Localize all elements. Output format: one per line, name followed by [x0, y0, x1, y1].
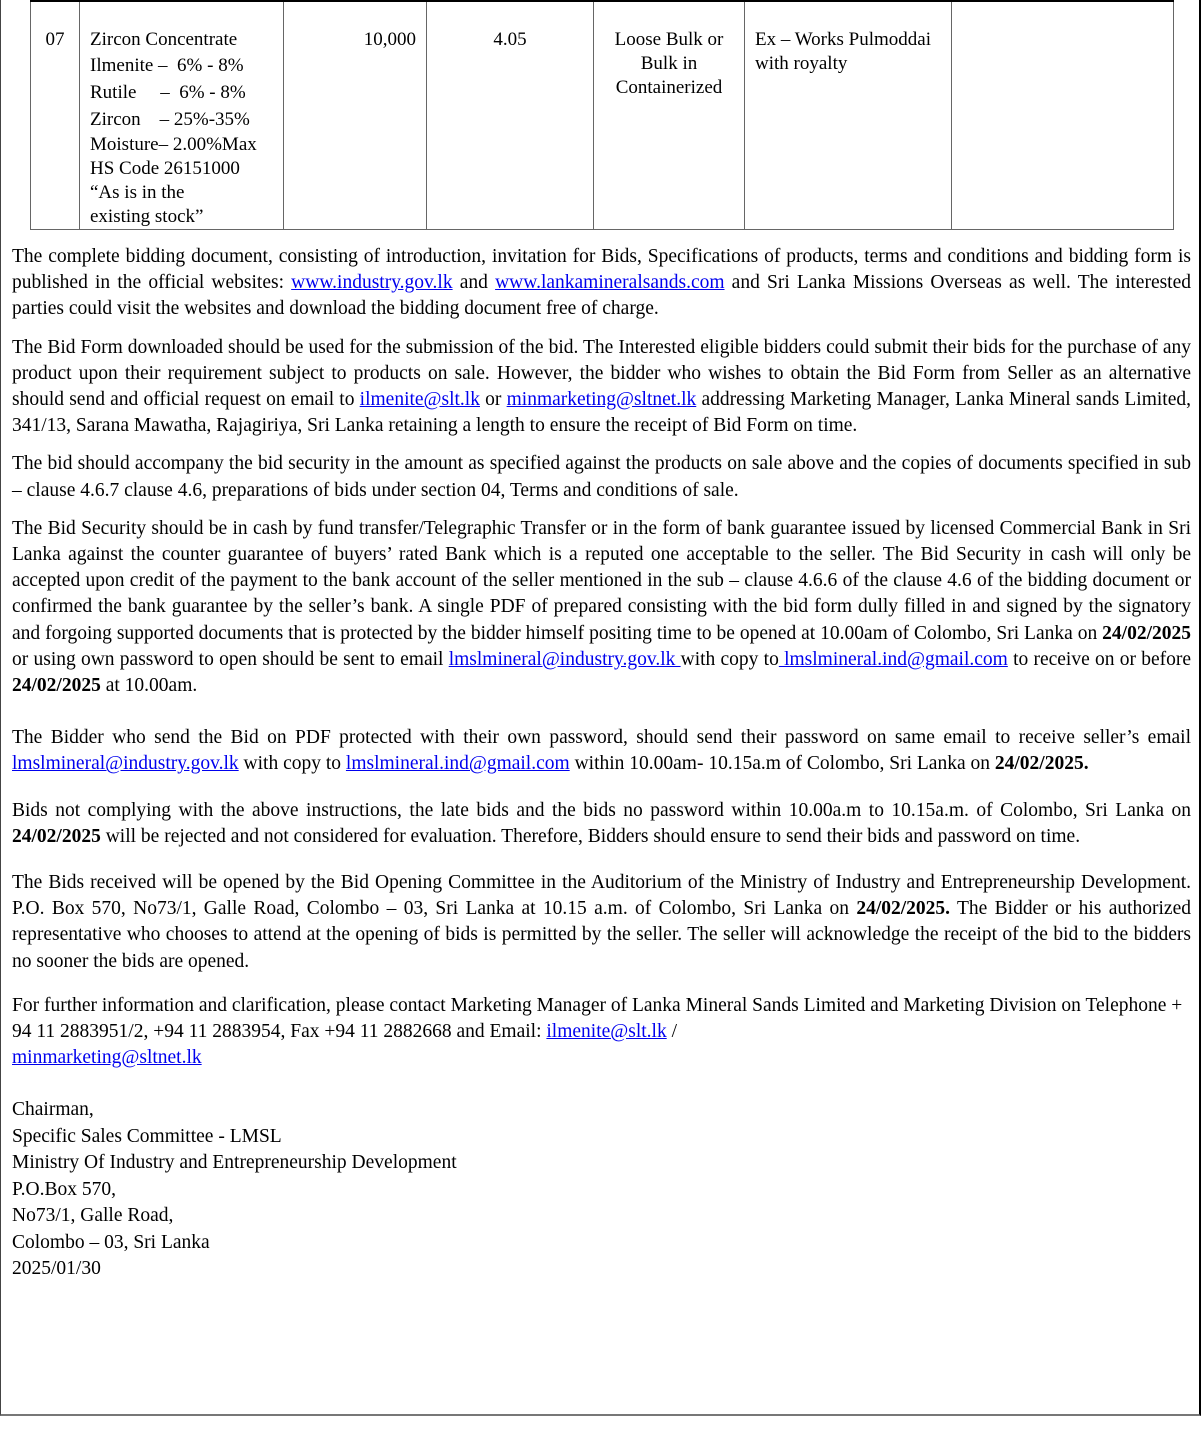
lmslmineral-industry-email-link[interactable]: lmslmineral@industry.gov.lk — [12, 753, 239, 775]
text: Bids not complying with the above instructions, the late bids and the bids no password within 10.00a.m to 10.15a.m. of Colombo, Sri Lanka on — [12, 799, 1191, 821]
description-cell — [80, 1, 284, 230]
description-line: Rutile – 6% - 8% — [90, 82, 246, 103]
description-line: Moisture– 2.00%Max — [90, 134, 257, 155]
paragraph-bidding-document — [12, 244, 1191, 323]
text: and — [452, 272, 496, 294]
date-bold: 24/02/2025 — [12, 825, 101, 847]
date-bold: 24/02/2025. — [994, 753, 1089, 775]
industry-website-link[interactable]: www.industry.gov.lk — [291, 272, 453, 294]
signature-block — [12, 1097, 1191, 1282]
paragraph-bid-security-amount: The bid should accompany the bid security in the amount as specified against the products on sale above and the copies of documents specified in sub – clause 4.6.7 clause 4.6, preparations of bids under section 04, Terms and conditions of sale. — [12, 453, 1191, 501]
text: The Bids received will be opened by the Bid Opening Committee in the Auditorium of the Ministry of Industry and Entrepreneurship Development. P.O. Box 570, No73/1, Galle Road, Colombo – 03, Sri Lanka at 10.15 a.m. of Colombo, Sri Lanka on — [12, 872, 1191, 920]
paragraph-contact — [12, 993, 1191, 1072]
text: with copy to — [238, 753, 346, 775]
paragraph-bid-opening — [12, 870, 1191, 975]
ilmenite-email-link[interactable]: ilmenite@slt.lk — [359, 389, 480, 411]
products-table — [30, 0, 1174, 230]
description-line: existing stock” — [90, 206, 204, 227]
signature-date: 2025/01/30 — [12, 1257, 101, 1279]
text: and Sri Lanka Missions Overseas as well. The interested parties could visit the websites and download the bidding document free of charge. — [12, 272, 1192, 320]
lmslmineral-gmail-email-link[interactable]: lmslmineral.ind@gmail.com — [345, 753, 570, 775]
terms-cell: Ex – Works Pulmoddai with royalty — [745, 1, 952, 230]
text: within 10.00am- 10.15a.m of Colombo, Sri Lanka on — [569, 753, 995, 775]
document-body — [12, 244, 1191, 1282]
lmslmineral-gmail-email-link[interactable]: lmslmineral.ind@gmail.com — [778, 648, 1008, 670]
description-line: “As is in the — [90, 182, 185, 203]
text: addressing Marketing Manager, Lanka Mineral sands Limited, 341/13, Sarana Mawatha, Rajagiriya, Sri Lanka retaining a length to ensure the receipt of Bid Form on time. — [12, 389, 1191, 437]
signature-title: Chairman, — [12, 1099, 94, 1121]
text: or using own password to open should be sent to email — [12, 648, 449, 670]
minmarketing-email-link[interactable]: minmarketing@sltnet.lk — [506, 389, 697, 411]
description-line: HS Code 26151000 — [90, 158, 240, 179]
signature-po-box: P.O.Box 570, — [12, 1178, 117, 1200]
text: or — [479, 389, 507, 411]
signature-ministry: Ministry Of Industry and Entrepreneurship Development — [12, 1152, 457, 1174]
text: The complete bidding document, consisting of introduction, invitation for Bids, Specifications of products, terms and conditions and bidding form is published in the official websites: — [12, 246, 1191, 294]
text: For further information and clarification, please contact Marketing Manager of Lanka Mineral Sands Limited and Marketing Division on Telephone + 94 11 2883951/2, +94 11 2883954, Fax +94 11 2882668 and Email: — [12, 994, 1183, 1043]
date-bold: 24/02/2025. — [856, 898, 951, 920]
text: to receive on or before — [1007, 648, 1191, 670]
description-line: Ilmenite – 6% - 8% — [90, 55, 244, 76]
signature-street: No73/1, Galle Road, — [12, 1205, 174, 1227]
paragraph-bid-form — [12, 335, 1191, 440]
text: The Bidder or his authorized representative who chooses to attend at the opening of bids is permitted by the seller. The seller will acknowledge the receipt of the bid to the bidders no sooner the bids are opened. — [12, 898, 1191, 972]
packing-cell: Loose Bulk or Bulk in Containerized — [594, 1, 745, 230]
text: / — [666, 1021, 678, 1043]
remarks-cell — [952, 1, 1174, 230]
text: The Bidder who send the Bid on PDF protected with their own password, should send their password on same email to receive seller’s email — [12, 727, 1191, 749]
paragraph-bid-security — [12, 516, 1191, 699]
date-bold: 24/02/2025 — [1102, 622, 1191, 644]
lmslmineral-industry-email-link[interactable]: lmslmineral@industry.gov.lk — [448, 648, 681, 670]
text: will be rejected and not considered for evaluation. Therefore, Bidders should ensure to send their bids and password on time. — [100, 825, 1081, 847]
paragraph-password — [12, 725, 1191, 777]
item-number-cell: 07 — [31, 1, 80, 230]
description-line: Zircon Concentrate — [90, 29, 238, 50]
signature-city: Colombo – 03, Sri Lanka — [12, 1231, 210, 1253]
quantity-cell: 10,000 — [284, 1, 427, 230]
date-bold: 24/02/2025 — [12, 675, 101, 697]
text: with copy to — [680, 648, 779, 670]
signature-committee: Specific Sales Committee - LMSL — [12, 1125, 282, 1147]
lankamineralsands-website-link[interactable]: www.lankamineralsands.com — [495, 272, 725, 294]
ilmenite-email-link[interactable]: ilmenite@slt.lk — [546, 1021, 667, 1043]
minmarketing-email-link[interactable]: minmarketing@sltnet.lk — [12, 1047, 202, 1069]
description-line: Zircon – 25%-35% — [90, 109, 250, 130]
table-row — [31, 1, 1174, 230]
bid-security-cell: 4.05 — [427, 1, 594, 230]
paragraph-rejection — [12, 798, 1191, 850]
text: The Bid Security should be in cash by fund transfer/Telegraphic Transfer or in the form of bank guarantee issued by licensed Commercial Bank in Sri Lanka against the counter guarantee of buyers’ rated Bank which is a reputed one acceptable to the seller. The Bid Security in cash will only be accepted upon credit of the payment to the bank account of the seller mentioned in the sub – clause 4.6.6 of the clause 4.6 of the bidding document or confirmed the bank guarantee by the seller’s bank. A single PDF of prepared consisting with the bid form dully filled in and signed by the signatory and forgoing supported documents that is protected by the bidder himself positing time to be opened at 10.00am of Colombo, Sri Lanka on — [12, 517, 1191, 644]
text: at 10.00am. — [100, 675, 198, 697]
text: The Bid Form downloaded should be used for the submission of the bid. The Interested eligible bidders could submit their bids for the purchase of any product upon their requirement subject to products on sale. However, the bidder who wishes to obtain the Bid Form from Seller as an alternative should send and official request on email to — [12, 336, 1191, 411]
